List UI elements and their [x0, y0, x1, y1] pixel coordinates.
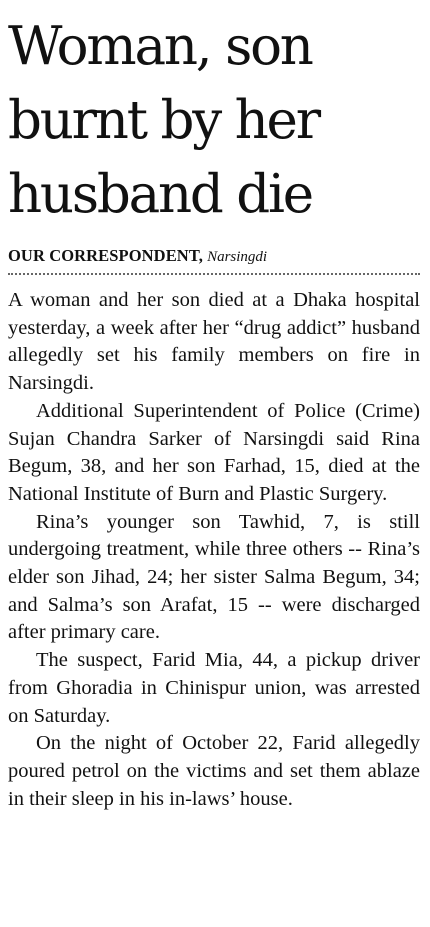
byline	[8, 246, 420, 275]
paragraph-4: The suspect, Farid Mia, 44, a pickup driver from Ghoradia in Chinispur union, was arrested on Saturday.	[8, 649, 420, 727]
paragraph-2: Additional Superintendent of Police (Crime) Sujan Chandra Sarker of Narsingdi said Rina Begum, 38, and her son Farhad, 15, died at the National Institute of Burn and Plastic Surgery.	[8, 399, 420, 505]
byline-author: OUR CORRESPONDENT,	[8, 246, 203, 265]
article-body	[8, 287, 420, 813]
headline: Woman, son burnt by her husband die	[8, 16, 319, 225]
paragraph-5: On the night of October 22, Farid allegedly poured petrol on the victims and set them ablaze in their sleep in his in-laws’ house.	[8, 732, 420, 810]
news-article	[8, 10, 420, 813]
paragraph-1: A woman and her son died at a Dhaka hospital yesterday, a week after her “drug addict” husband allegedly set his family members on fire in Narsingdi.	[8, 289, 420, 395]
byline-location: Narsingdi	[207, 249, 268, 265]
paragraph-3: Rina’s younger son Tawhid, 7, is still undergoing treatment, while three others -- Rina’s elder son Jihad, 24; her sister Salma Begum, 34; and Salma’s son Arafat, 15 -- were discharged after primary care.	[8, 510, 420, 644]
